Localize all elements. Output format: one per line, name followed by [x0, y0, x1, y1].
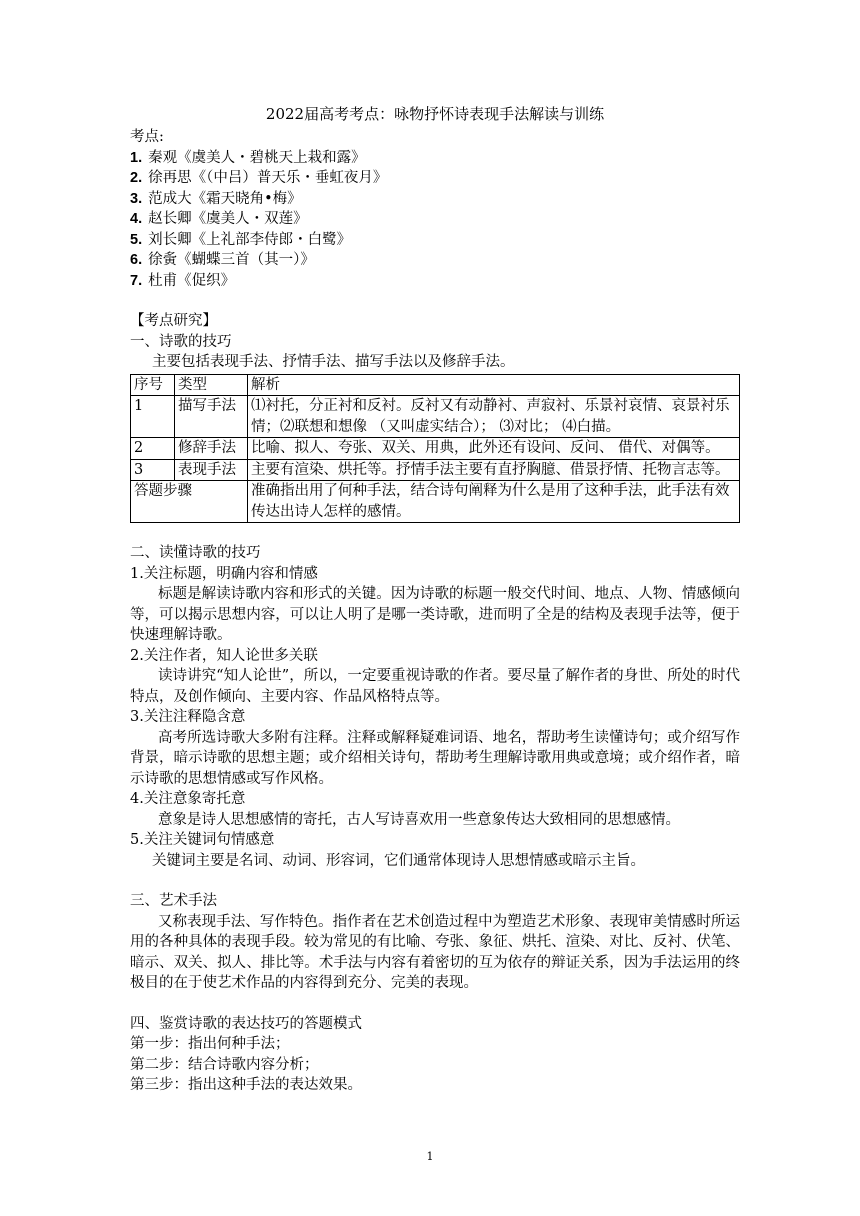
- table-row: [131, 459, 740, 481]
- item-number: 4.: [130, 211, 143, 227]
- kaodian-list: [130, 148, 740, 292]
- paragraph: 又称表现手法、写作特色。指作者在艺术创造过程中为塑造艺术形象、表现审美情感时所运用的各种具体的表现手段。较为常见的有比喻、夸张、象征、烘托、渲染、对比、反衬、伏笔、暗示、双关、拟人、排比等。术手法与内容有着密切的互为依存的辩证关系，因为手法运用的终极目的在于使艺术作品的内容得到充分、完美的表现。: [130, 913, 740, 991]
- section-heading: 三、艺术手法: [130, 893, 217, 909]
- section-intro: 主要包括表现手法、抒情手法、描写手法以及修辞手法。: [152, 354, 515, 370]
- spacer: [130, 871, 740, 891]
- spacer: [130, 291, 740, 311]
- header-cell: 解析: [248, 374, 740, 396]
- spacer: [130, 994, 740, 1014]
- subsection-title: 1.关注标题，明确内容和情感: [130, 565, 318, 582]
- cell-type: 表现手法: [175, 459, 248, 481]
- research-heading: 【考点研究】: [130, 313, 217, 329]
- item-number: 5.: [130, 231, 143, 248]
- cell-type: 修辞手法: [175, 438, 248, 460]
- subsection-title: 4.关注意象寄托意: [130, 791, 246, 807]
- header-cell: 序号: [131, 374, 175, 396]
- item-number: 7.: [130, 272, 143, 289]
- spacer: [130, 523, 740, 543]
- item-text: 赵长卿《虞美人・双莲》: [148, 211, 308, 227]
- table-header-row: [131, 374, 740, 396]
- item-text: 范成大《霜天晓角•梅》: [148, 190, 302, 207]
- kaodian-label: 考点:: [130, 129, 164, 145]
- item-text: 杜甫《促织》: [148, 272, 236, 289]
- subsection-title: 3.关注注释隐含意: [130, 709, 246, 725]
- cell-no: 3: [131, 459, 175, 481]
- cell-type: 描写手法: [175, 396, 248, 438]
- item-number: 1.: [130, 149, 143, 166]
- list-item: [130, 271, 740, 292]
- cell-desc: ⑴衬托，分正衬和反衬。反衬又有动静衬、声寂衬、乐景衬哀情、哀景衬乐情；⑵联想和想像 （又叫虚实结合）； ⑶对比； ⑷白描。: [248, 396, 740, 438]
- page-title: 2022届高考考点：咏物抒怀诗表现手法解读与训练: [265, 105, 605, 123]
- paragraph: 关键词主要是名词、动词、形容词，它们通常体现诗人思想情感或暗示主旨。: [152, 852, 645, 869]
- header-cell: 类型: [175, 374, 248, 396]
- answer-step: 第一步：指出何种手法；: [130, 1036, 290, 1052]
- item-text: 徐再思《（中吕）普天乐・垂虹夜月》: [148, 170, 388, 186]
- item-text: 徐夤《蝴蝶三首（其一）》: [148, 252, 315, 268]
- steps-desc: 准确指出用了何种手法，结合诗句阐释为什么是用了这种手法，此手法有效传达出诗人怎样的感情。: [248, 481, 740, 523]
- table-row: [131, 481, 740, 523]
- section-heading: 二、读懂诗歌的技巧: [130, 545, 261, 561]
- list-item: [130, 209, 740, 230]
- page-number: 1: [426, 1150, 434, 1163]
- list-item: [130, 168, 740, 189]
- table-row: [131, 396, 740, 438]
- paragraph: 读诗讲究“知人论世”，所以，一定要重视诗歌的作者。要尽量了解作者的身世、所处的时代特点，及创作倾向、主要内容、作品风格特点等。: [130, 668, 740, 705]
- cell-desc: 主要有渲染、烘托等。抒情手法主要有直抒胸臆、借景抒情、托物言志等。: [248, 459, 740, 481]
- section-heading: 四、鉴赏诗歌的表达技巧的答题模式: [130, 1015, 362, 1032]
- document-page: [130, 104, 740, 1096]
- section-heading: 一、诗歌的技巧: [130, 333, 232, 350]
- item-number: 2.: [130, 170, 143, 186]
- subsection-title: 2.关注作者，知人论世多关联: [130, 647, 318, 664]
- answer-step: 第二步：结合诗歌内容分析；: [130, 1056, 319, 1073]
- list-item: [130, 250, 740, 271]
- answer-step: 第三步：指出这种手法的表达效果。: [130, 1077, 362, 1093]
- item-text: 秦观《虞美人・碧桃天上栽和露》: [148, 149, 366, 166]
- cell-no: 1: [131, 396, 175, 438]
- list-item: [130, 189, 740, 210]
- paragraph: 标题是解读诗歌内容和形式的关键。因为诗歌的标题一般交代时间、地点、人物、情感倾向等，可以揭示思想内容，可以让人明了是哪一类诗歌，进而明了全是的结构及表现手法等，便于快速理解诗歌。: [130, 586, 740, 643]
- paragraph: 高考所选诗歌大多附有注释。注释或解释疑难词语、地名，帮助考生读懂诗句；或介绍写作背景，暗示诗歌的思想主题；或介绍相关诗句，帮助考生理解诗歌用典或意境；或介绍作者，暗示诗歌的思想情感或写作风格。: [130, 729, 740, 787]
- subsection-title: 5.关注关键词句情感意: [130, 832, 275, 848]
- list-item: [130, 148, 740, 169]
- list-item: [130, 230, 740, 251]
- techniques-table: [130, 374, 740, 524]
- item-text: 刘长卿《上礼部李侍郎・白鹭》: [148, 231, 352, 248]
- table-row: [131, 438, 740, 460]
- cell-desc: 比喻、拟人、夸张、双关、用典，此外还有设问、反问、 借代、对偶等。: [248, 438, 740, 460]
- paragraph: 意象是诗人思想感情的寄托，古人写诗喜欢用一些意象传达大致相同的思想感情。: [158, 811, 680, 828]
- item-number: 3.: [130, 190, 143, 207]
- steps-label: 答题步骤: [131, 481, 248, 523]
- cell-no: 2: [131, 438, 175, 460]
- item-number: 6.: [130, 252, 143, 268]
